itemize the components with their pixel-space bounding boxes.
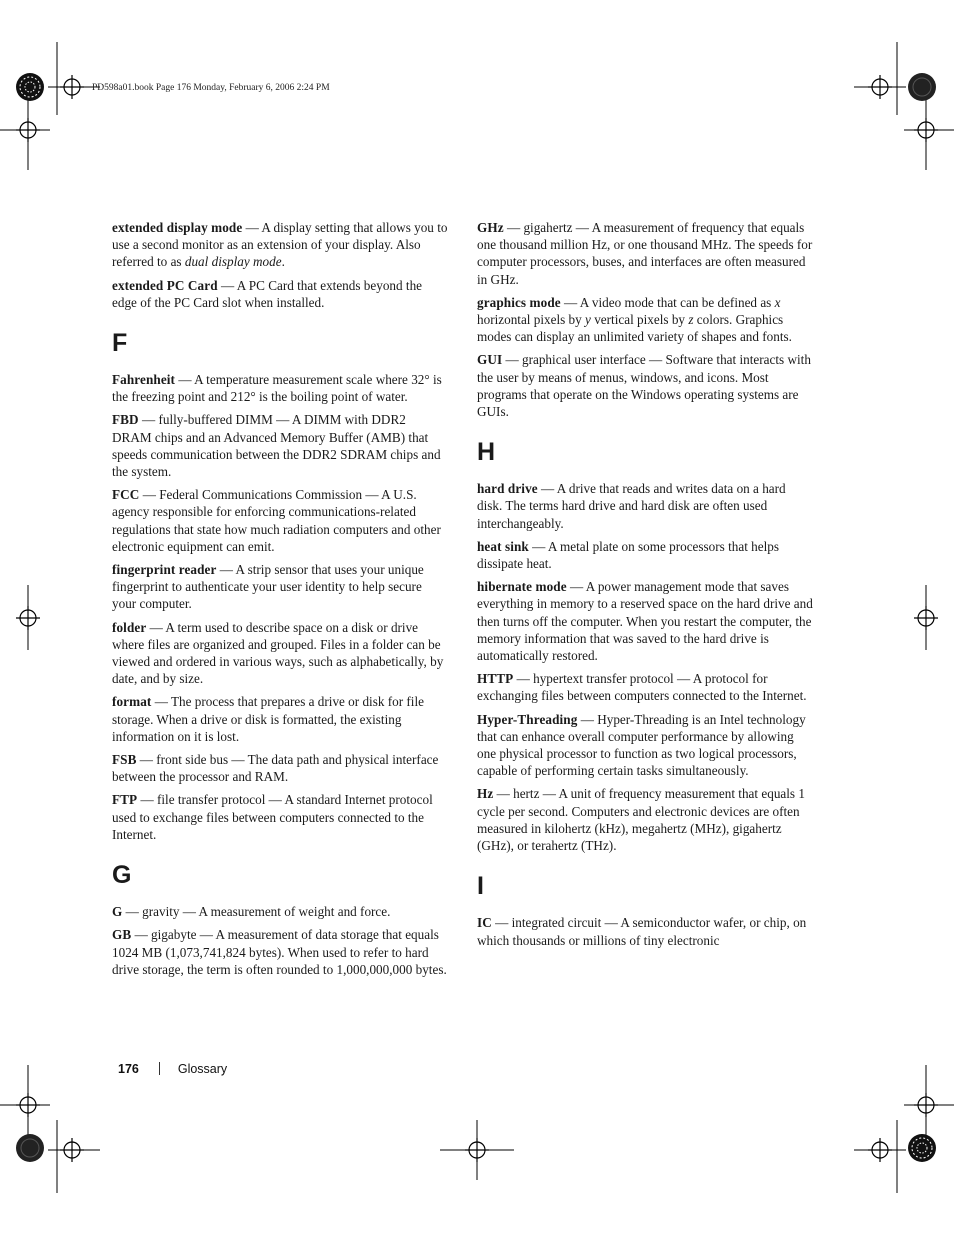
glossary-variable-y: y	[585, 312, 591, 328]
glossary-term: FTP	[112, 792, 138, 808]
glossary-term: fingerprint reader	[112, 562, 217, 578]
left-column	[112, 219, 448, 984]
glossary-definition: — A strip sensor that uses your unique fingerprint to authenticate your user identity to help secure your computer.	[112, 562, 424, 612]
glossary-entry	[477, 351, 813, 420]
glossary-term: heat sink	[477, 538, 529, 554]
glossary-definition: — file transfer protocol — A standard Internet protocol used to exchange files between computers connected to the Internet.	[112, 792, 433, 842]
glossary-definition: — Federal Communications Commission — A U.S. agency responsible for enforcing communications-related regulations that state how much radiation computers and other electronic equipment can emit.	[112, 487, 441, 554]
glossary-entry	[112, 693, 448, 745]
section-letter-i: I	[477, 872, 484, 901]
glossary-definition: — fully-buffered DIMM — A DIMM with DDR2 DRAM chips and an Advanced Memory Buffer (AMB) that speeds communication between the DDR2 SDRAM chips and the system.	[112, 412, 441, 480]
glossary-entry	[112, 411, 448, 480]
glossary-entry	[112, 791, 448, 843]
glossary-definition: — A term used to describe space on a disk or drive where files are organized and grouped. Files in a folder can be viewed and ordered in various ways, such as alphabetically, by date, and by size.	[112, 619, 444, 687]
glossary-term: G	[112, 904, 123, 920]
glossary-definition: — gigabyte — A measurement of data storage that equals 1024 MB (1,073,741,824 bytes). When used to refer to hard drive storage, the term is often rounded to 1,000,000,000 bytes.	[112, 927, 447, 977]
glossary-term: FSB	[112, 752, 137, 768]
glossary-definition: — graphical user interface — Software that interacts with the user by means of menus, windows, and icons. Most programs that operate on the Windows operating systems are GUIs.	[477, 352, 811, 420]
glossary-entry	[477, 670, 813, 704]
right-column	[477, 219, 813, 955]
glossary-definition: — A drive that reads and writes data on a hard disk. The terms hard drive and hard disk are often used interchangeably.	[477, 481, 786, 531]
glossary-term: HTTP	[477, 671, 514, 687]
glossary-entry	[477, 578, 813, 664]
glossary-entry	[112, 486, 448, 555]
glossary-entry	[477, 480, 813, 532]
glossary-term: format	[112, 694, 152, 710]
section-letter-f: F	[112, 329, 128, 358]
glossary-term: GUI	[477, 352, 503, 368]
glossary-entry	[477, 538, 813, 572]
glossary-term: folder	[112, 619, 147, 635]
print-slug-header: PD598a01.book Page 176 Monday, February 6, 2006 2:24 PM	[92, 83, 330, 93]
glossary-term: FBD	[112, 412, 139, 428]
glossary-definition-end: .	[281, 254, 285, 270]
glossary-definition: — A PC Card that extends beyond the edge of the PC Card slot when installed.	[112, 277, 423, 310]
glossary-entry	[112, 619, 448, 688]
glossary-definition: horizontal pixels by	[477, 312, 586, 328]
glossary-definition: — front side bus — The data path and physical interface between the processor and RAM.	[112, 752, 439, 785]
glossary-term: Hz	[477, 786, 494, 802]
footer-divider	[159, 1062, 160, 1075]
glossary-definition: — A video mode that can be defined as	[560, 294, 775, 310]
glossary-term: extended PC Card	[112, 277, 218, 293]
glossary-definition: — A power management mode that saves everything in memory to a reserved space on the hard drive and then turns off the computer. When you restart the computer, the memory information that was saved to the hard drive is automatically restored.	[477, 579, 813, 664]
glossary-variable-z: z	[688, 312, 694, 328]
glossary-term: graphics mode	[477, 294, 561, 310]
glossary-entry	[477, 219, 813, 288]
glossary-term: GB	[112, 927, 132, 943]
glossary-definition: — gravity — A measurement of weight and force.	[122, 904, 391, 920]
page-number: 176	[118, 1062, 139, 1076]
glossary-definition: — A temperature measurement scale where 32° is the freezing point and 212° is the boiling point of water.	[112, 372, 442, 405]
glossary-term: IC	[477, 915, 492, 931]
glossary-definition: vertical pixels by	[590, 312, 689, 328]
glossary-definition: — integrated circuit — A semiconductor wafer, or chip, on which thousands or millions of tiny electronic	[477, 915, 807, 948]
glossary-definition: colors. Graphics modes can display an unlimited variety of shapes and fonts.	[477, 312, 792, 345]
glossary-definition: — Hyper-Threading is an Intel technology that can enhance overall computer performance by allowing one physical processor to function as two logical processors, capable of performing certain tasks simultaneously.	[477, 711, 806, 779]
glossary-term: GHz	[477, 220, 504, 235]
glossary-definition: — The process that prepares a drive or disk for file storage. When a drive or disk is formatted, the existing information on it is lost.	[112, 694, 424, 744]
glossary-term: extended display mode	[112, 220, 243, 235]
glossary-term: FCC	[112, 487, 140, 503]
glossary-definition: — hypertext transfer protocol — A protocol for exchanging files between computers connected to the Internet.	[477, 671, 807, 704]
glossary-entry	[477, 711, 813, 780]
glossary-definition-italic: dual display mode	[184, 254, 282, 270]
glossary-definition: — A display setting that allows you to use a second monitor as an extension of your display. Also referred to as	[112, 220, 448, 270]
glossary-term: hibernate mode	[477, 579, 567, 595]
glossary-entry	[112, 903, 448, 920]
glossary-term: Hyper-Threading	[477, 711, 578, 727]
glossary-entry	[112, 926, 448, 978]
page-footer	[118, 1062, 227, 1076]
glossary-term: hard drive	[477, 481, 538, 497]
glossary-variable-x: x	[774, 294, 781, 310]
glossary-definition: — A metal plate on some processors that helps dissipate heat.	[477, 538, 779, 572]
glossary-definition: — hertz — A unit of frequency measurement that equals 1 cycle per second. Computers and electronic devices are often measured in kilohertz (kHz), megahertz (MHz), gigahertz (GHz), or terahertz (THz).	[477, 786, 805, 854]
section-letter-g: G	[112, 861, 132, 890]
glossary-term: Fahrenheit	[112, 372, 176, 388]
footer-section-name: Glossary	[177, 1062, 228, 1076]
glossary-entry	[112, 371, 448, 405]
glossary-entry	[477, 914, 813, 948]
glossary-entry	[112, 561, 448, 613]
glossary-entry	[112, 751, 448, 785]
glossary-definition: — gigahertz — A measurement of frequency that equals one thousand million Hz, or one thousand MHz. The speeds for computer processors, buses, and interfaces are often measured in GHz.	[477, 220, 813, 287]
glossary-entry-graphics-mode	[477, 294, 813, 346]
glossary-entry	[477, 785, 813, 854]
glossary-entry-extended-pc-card	[112, 277, 448, 311]
section-letter-h: H	[477, 438, 496, 467]
glossary-entry-extended-display-mode	[112, 219, 448, 271]
